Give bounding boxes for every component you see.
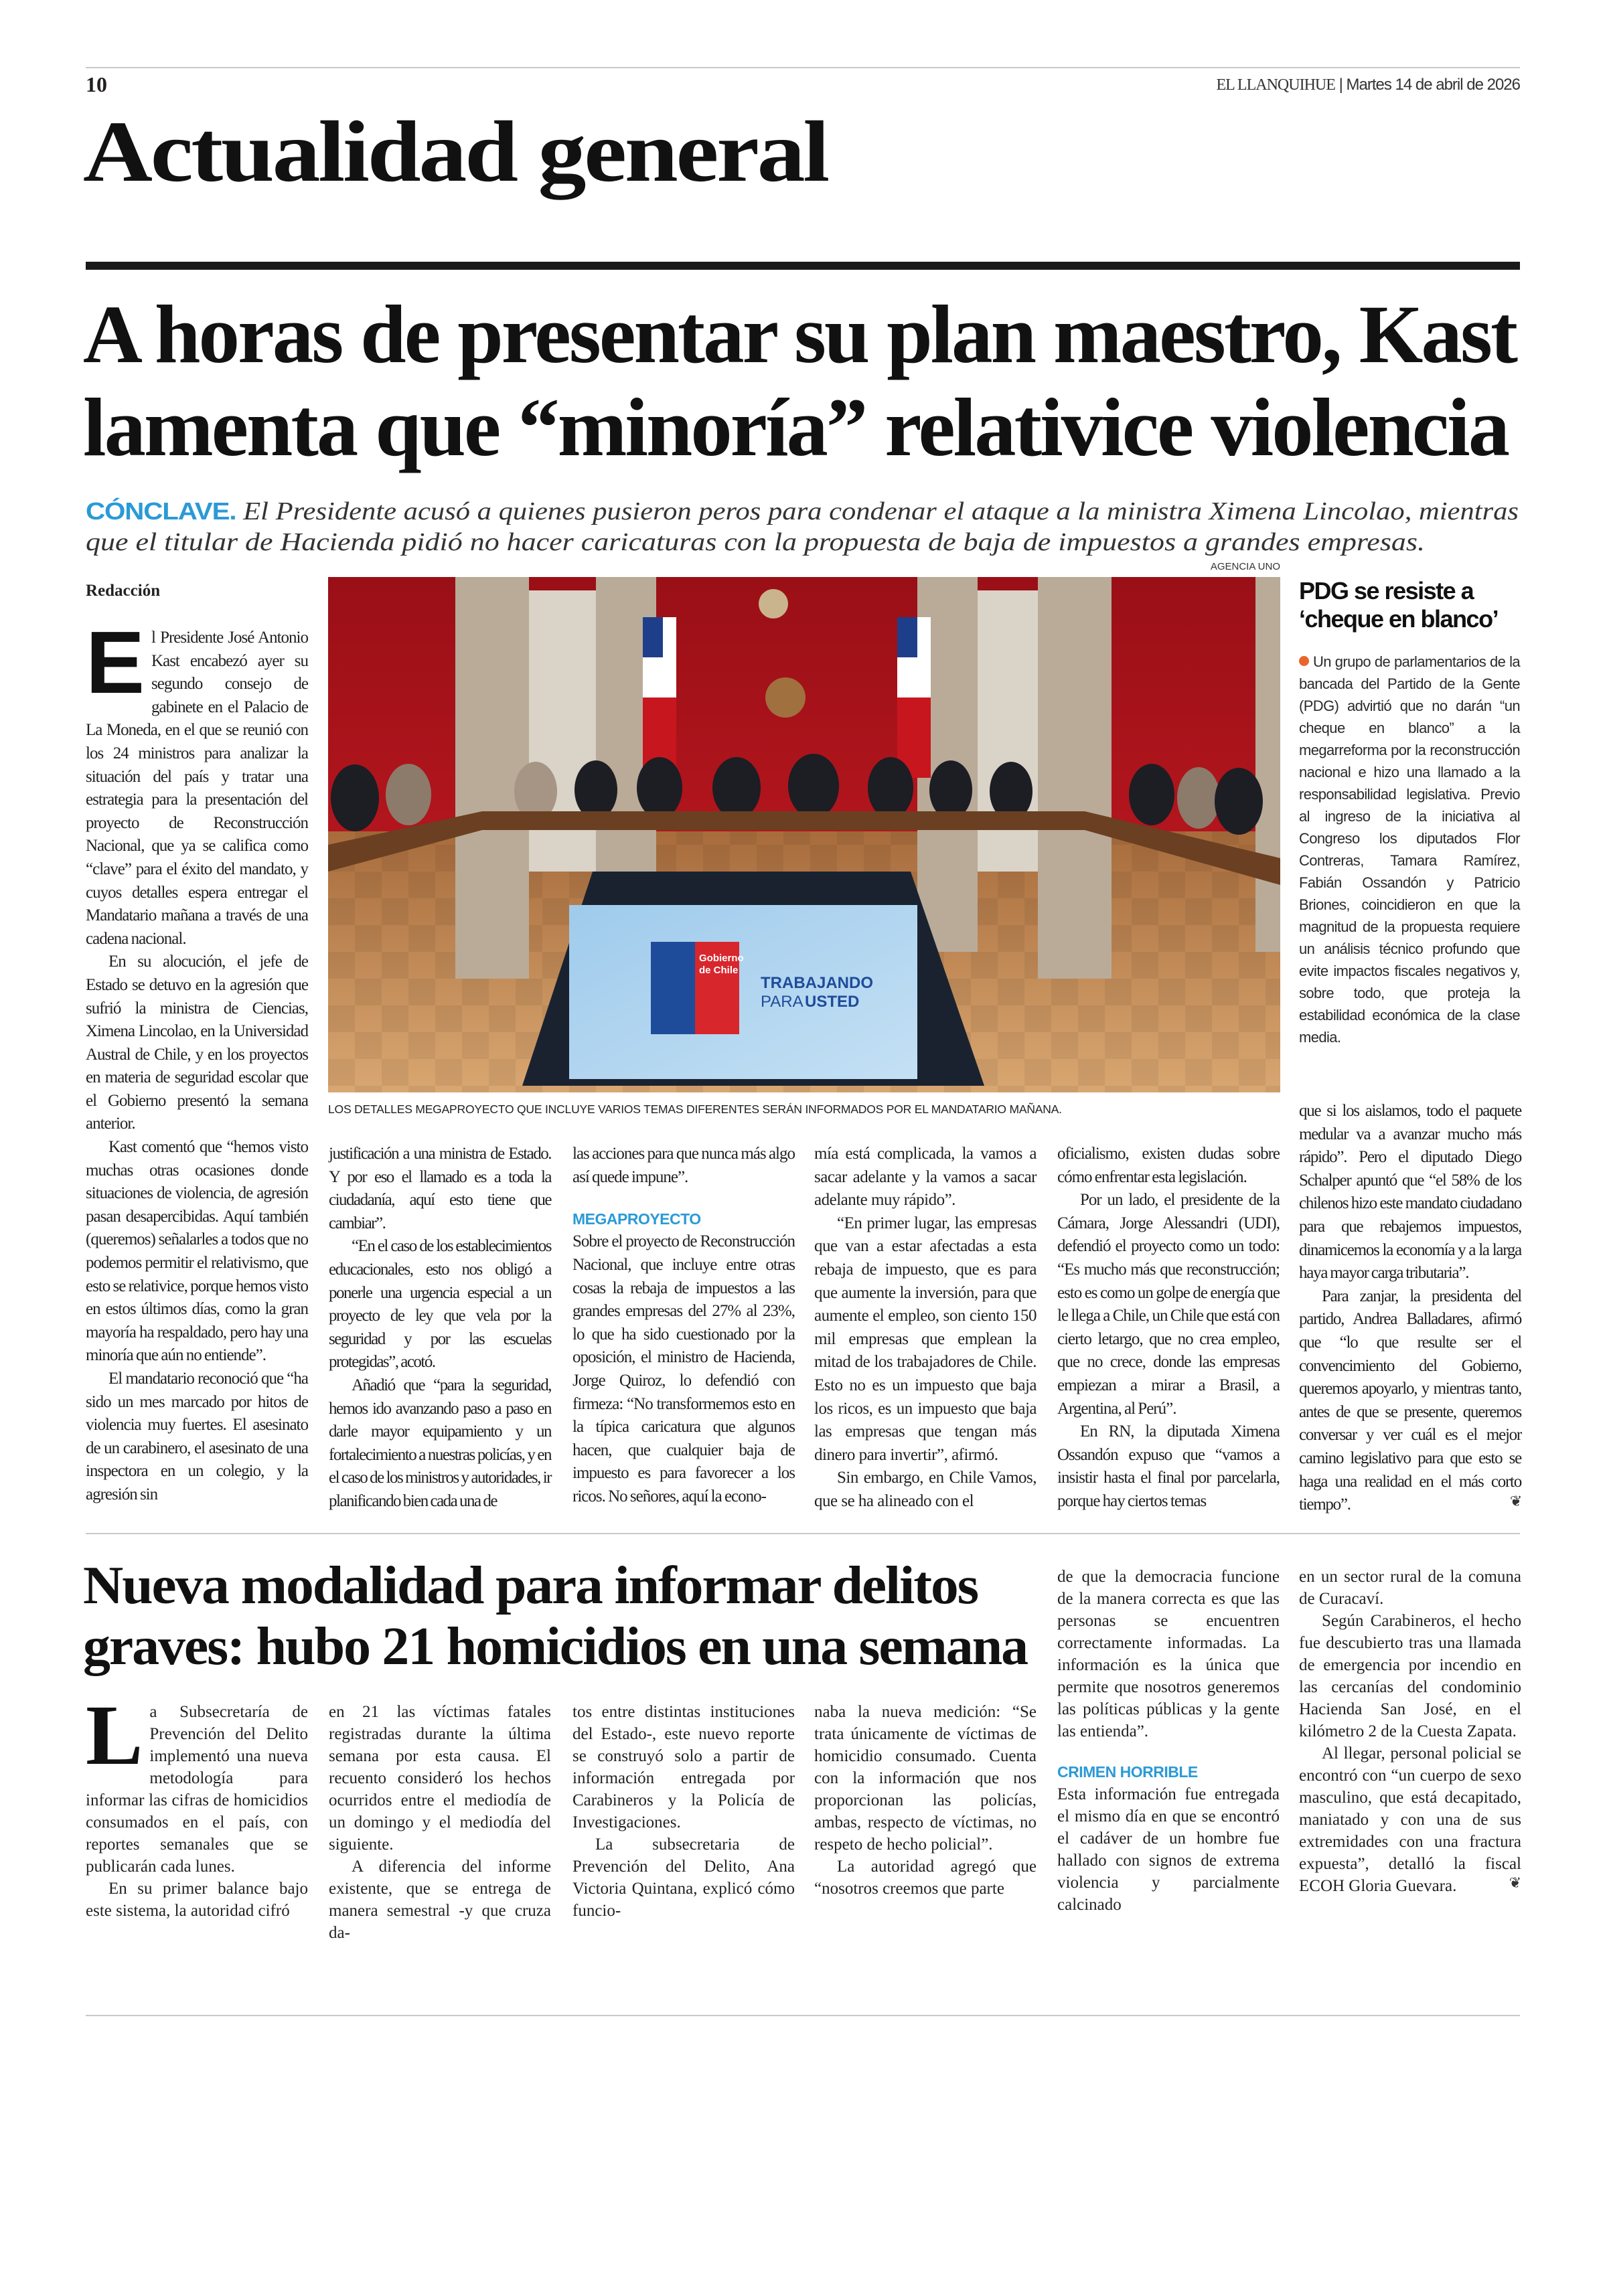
paragraph: de que la democracia funcione de la manera correcta es que las personas se encuentren correctamente informadas. La información es la única que permite que nosotros generemos las políticas públicas y la gente las entienda”. — [1057, 1568, 1280, 1740]
sidebar-title-line: PDG se resiste a — [1299, 577, 1474, 604]
photo-caption: LOS DETALLES MEGAPROYECTO QUE INCLUYE VARIOS TEMAS DIFERENTES SERÁN INFORMADOS POR EL MANDATARIO MAÑANA. — [328, 1102, 1062, 1116]
section-title-text: Actualidad general — [83, 104, 828, 200]
paragraph-text: a Subsecretaría de Prevención del Delito implementó una nueva metodología para informar las cifras de homicidios consumados en el país, con reportes semanales que se publicarán cada lunes. — [86, 1703, 308, 1876]
paragraph-text: Al llegar, personal policial se encontró con “un cuerpo de sexo masculino, que está decapitado, maniatado y con una de sus extremidades con una fractura expuesta”, detalló la fiscal ECOH Gloria Guevara. — [1299, 1744, 1521, 1895]
page-number: 10 — [86, 72, 107, 96]
article1-column-3 — [572, 1143, 795, 1509]
coat-of-arms — [765, 677, 806, 718]
headline-text: lamenta que “minoría” relativice violencia — [83, 382, 1508, 473]
article2-column-2 — [329, 1701, 551, 1944]
byline: Redacción — [86, 582, 161, 600]
article-separator — [86, 1533, 1520, 1534]
deck-line: El Presidente acusó a quienes pusieron peros para condenar el ataque a la ministra Ximena Lincolao, mientras — [243, 497, 1519, 525]
screen-text-line2b: USTED — [805, 993, 860, 1011]
headline-text: graves: hubo 21 homicidios en una semana — [83, 1617, 1027, 1676]
paragraph: naba la nueva medición: “Se trata únicamente de víctimas de homicidio consumado. Cuenta con la información que nos proporcionan las policías, ambas, respecto de víctimas, no respeto de hecho policial”. — [814, 1703, 1037, 1854]
paragraph: Según Carabineros, el hecho fue descubierto tras una llamada de emergencia por incendio en las cercanías del condominio Hacienda San José, en el kilómetro 2 de la Cuesta Zapata. — [1299, 1612, 1521, 1740]
screen-text-line2a: PARA — [761, 993, 804, 1011]
article2-column-4 — [814, 1701, 1037, 1900]
deck-line: que el titular de Hacienda pidió no hacer caricaturas con la propuesta de baja de impuestos a grandes empresas. — [86, 528, 1425, 556]
logo-blue — [651, 942, 695, 1034]
paragraph: las acciones para que nunca más algo así quede impune”. — [572, 1145, 795, 1186]
paragraph: Sin embargo, en Chile Vamos, que se ha alineado con el — [814, 1469, 1037, 1510]
paragraph: mía está complicada, la vamos a sacar adelante y la vamos a sacar adelante muy rápido”. — [814, 1145, 1037, 1210]
paragraph: oficialismo, existen dudas sobre cómo enfrentar esta legislación. — [1057, 1145, 1280, 1186]
headline-text: A horas de presentar su plan maestro, Kast — [83, 289, 1516, 380]
subheading: MEGAPROYECTO — [572, 1210, 701, 1228]
paragraph — [1299, 1742, 1521, 1897]
article2-headline-line2 — [83, 1617, 1027, 1677]
section-title — [83, 104, 828, 200]
article1-headline-line2 — [83, 381, 1508, 474]
photo-credit: AGENCIA UNO — [1210, 561, 1280, 572]
deck-label: CÓNCLAVE. — [86, 497, 236, 525]
paragraph: Sobre el proyecto de Reconstrucción Nacional, que incluye entre otras cosas la rebaja de impuestos a las grandes empresas del 27% al 23%, lo que ha sido cuestionado por la oposición, el ministro de Hacienda, Jorge Quiroz, lo defendió con firmeza: “No transformemos esto en la típica caricatura que algunos hacen, que cualquier baja de impuesto es para favorecer a los ricos. No señores, aquí la econo- — [572, 1232, 795, 1505]
paragraph: tos entre distintas instituciones del Estado-, este nuevo reporte se construyó solo a partir de información entregada por Carabineros y la Policía de Investigaciones. — [572, 1703, 795, 1831]
end-mark-icon: ❦ — [1509, 1493, 1521, 1511]
article1-column-1 — [86, 613, 308, 1507]
paragraph-text: l Presidente José Antonio Kast encabezó ayer su segundo consejo de gabinete en el Palacio de La Moneda, en el que se reunió con los 24 ministros para analizar la situación del país y tratar una estrategia para la presentación del proyecto de Reconstrucción Nacional, que ya se califica como “clave” para el éxito del mandato, y cuyos detalles espera entregar el Mandatario mañana a través de una cadena nacional. — [86, 629, 308, 948]
article2-column-1 — [86, 1688, 308, 1922]
paragraph: El mandatario reconoció que “ha sido un mes marcado por hitos de violencia muy fuertes. El asesinato de un carabinero, el asesinato de una inspectora en un colegio, y la agresión sin — [86, 1370, 308, 1503]
paragraph — [1299, 1285, 1521, 1517]
publication-name: EL LLANQUIHUE — [1216, 76, 1335, 94]
sidebar-title-line: ‘cheque en blanco’ — [1299, 605, 1499, 633]
article1-deck-line2 — [86, 527, 1425, 558]
article1-column-4 — [814, 1143, 1037, 1513]
display-screen — [569, 905, 917, 1079]
article2-column-3 — [572, 1701, 795, 1922]
bullet-dot-icon — [1299, 656, 1309, 666]
sidebar-text: Un grupo de parlamentarios de la bancada del Partido de la Gente (PDG) advirtió que no darán “un cheque en blanco” a la megarreforma por la reconstrucción nacional e hizo una llamado a la responsabilidad legislativa. Previo al ingreso de la iniciativa al Congreso los diputados Flor Contreras, Tamara Ramírez, Fabián Ossandón y Patricio Briones, coincidieron en que la magnitud de la propuesta requiere un análisis técnico profundo que evite impactos fiscales negativos y, sobre todo, que proteja la estabilidad económica de la clase media. — [1299, 653, 1520, 1046]
section-rule — [86, 262, 1520, 270]
top-rule — [86, 67, 1520, 68]
article1-column-6 — [1299, 1100, 1521, 1517]
paragraph: Kast comentó que “hemos visto muchas otras ocasiones donde situaciones de violencia, de agresión pasan desapercibidas. Aquí también (queremos) señalarles a todos que no podemos permitir el relativismo, que esto se relativice, porque hemos visto en estos últimos días, como la gran mayoría ha respaldado, pero hay una minoría que aún no entiende”. — [86, 1138, 308, 1365]
subheading: CRIMEN HORRIBLE — [1057, 1762, 1198, 1781]
deck-text — [86, 496, 1519, 527]
drop-cap: L — [86, 1688, 143, 1783]
drop-cap: E — [86, 613, 145, 712]
paragraph: en un sector rural de la comuna de Curacaví. — [1299, 1568, 1521, 1608]
screen-logo-line2: de Chile — [699, 965, 739, 976]
paragraph: en 21 las víctimas fatales registradas durante la última semana por esta causa. El recuento consideró los hechos ocurridos entre el mediodía de un domingo y el mediodía del siguiente. — [329, 1703, 551, 1854]
headline-text: Nueva modalidad para informar delitos — [83, 1556, 978, 1615]
paragraph: La subsecretaria de Prevención del Delito, Ana Victoria Quintana, explicó cómo funcio- — [572, 1835, 795, 1920]
article2-headline-line1 — [83, 1556, 978, 1617]
issue-date: Martes 14 de abril de 2026 — [1346, 76, 1520, 94]
article1-headline-line1 — [83, 288, 1525, 381]
screen-logo-line1: Gobierno — [699, 953, 744, 964]
masthead — [1217, 75, 1521, 95]
paragraph: La autoridad agregó que “nosotros creemos que parte — [814, 1858, 1037, 1898]
bottom-rule — [86, 2015, 1520, 2016]
article2-column-6 — [1299, 1566, 1521, 1897]
masthead-separator: | — [1338, 76, 1343, 94]
sidebar-title — [1299, 577, 1498, 633]
cabinet-meeting-photo — [328, 577, 1280, 1092]
paragraph-text: Para zanjar, la presidenta del partido, Andrea Balladares, afirmó que “lo que resulte ser el convencimiento del Gobierno, queremos apoyarlo, y mientras tanto, antes de que se presente, queremos conversar y ver cuál es el mejor camino legislativo para que esto se haga una realidad en el más corto tiempo”. — [1299, 1287, 1521, 1514]
article2-column-5 — [1057, 1566, 1280, 1916]
paragraph: En su alocución, el jefe de Estado se detuvo en la agresión que sufrió la ministra de Ciencias, Ximena Lincolao, en la Universidad Austral de Chile, y en los proyectos en materia de seguridad escolar que el Gobierno presentó la semana anterior. — [86, 953, 308, 1133]
article1-deck-line1 — [86, 496, 1519, 527]
paragraph: Esta información fue entregada el mismo día en que se encontró el cadáver de un hombre fue hallado con signos de extrema violencia y parcialmente calcinado — [1057, 1785, 1280, 1914]
paragraph — [86, 1688, 308, 1878]
paragraph — [86, 613, 308, 951]
paragraph: “En primer lugar, las empresas que van a estar afectadas a esta rebaja de impuesto, que es para que aumente la inversión, para que aumente el empleo, son ciento 150 mil empresas que emplean la mitad de los trabajadores de Chile. Esto no es un impuesto que baja los ricos, es un impuesto que baja las empresas que tengan más dinero para invertir”, afirmó. — [814, 1214, 1037, 1464]
paragraph: Añadió que “para la seguridad, hemos ido avanzando paso a paso en darle mayor equipamiento y un fortalecimiento a nuestras policías, y en el caso de los ministros y autoridades, ir planificando bien cada una de — [329, 1376, 551, 1510]
sidebar-body — [1299, 651, 1520, 1048]
end-mark-icon: ❦ — [1509, 1875, 1521, 1892]
paragraph: A diferencia del informe existente, que se entrega de manera semestral -y que cruza da- — [329, 1858, 551, 1942]
article1-column-2 — [329, 1143, 551, 1513]
photo-illustration — [328, 577, 1280, 1092]
screen-text-line1: TRABAJANDO — [761, 974, 873, 992]
paragraph: justificación a una ministra de Estado. Y por eso el llamado es a toda la ciudadanía, aquí esto tiene que cambiar”. — [329, 1145, 551, 1232]
paragraph: En RN, la diputada Ximena Ossandón expuso que “vamos a insistir hasta el final por parcelarla, porque hay ciertos temas — [1057, 1422, 1280, 1510]
paragraph: “En el caso de los establecimientos educacionales, esto nos obligó a ponerle una urgencia especial a un proyecto de ley que vela por la seguridad y por las escuelas protegidas”, acotó. — [329, 1237, 551, 1372]
paragraph: Por un lado, el presidente de la Cámara, Jorge Alessandri (UDI), defendió el proyecto como un todo: “Es mucho más que reconstrucción; esto es como un golpe de energía que le llega a Chile, un Chile que está con cierto letargo, que no crea empleo, que no crece, donde las empresas empiezan a mirar a Brasil, a Argentina, al Perú”. — [1057, 1191, 1280, 1418]
article1-column-5 — [1057, 1143, 1280, 1513]
paragraph: que si los aislamos, todo el paquete medular va a avanzar mucho más rápido”. Pero el diputado Diego Schalper apuntó que “el 58% de los chilenos hizo este mandato ciudadano para que rebajemos impuestos, dinamicemos la economía y a la larga haya mayor carga tributaria”. — [1299, 1102, 1521, 1283]
paragraph: En su primer balance bajo este sistema, la autoridad cifró — [86, 1880, 308, 1920]
